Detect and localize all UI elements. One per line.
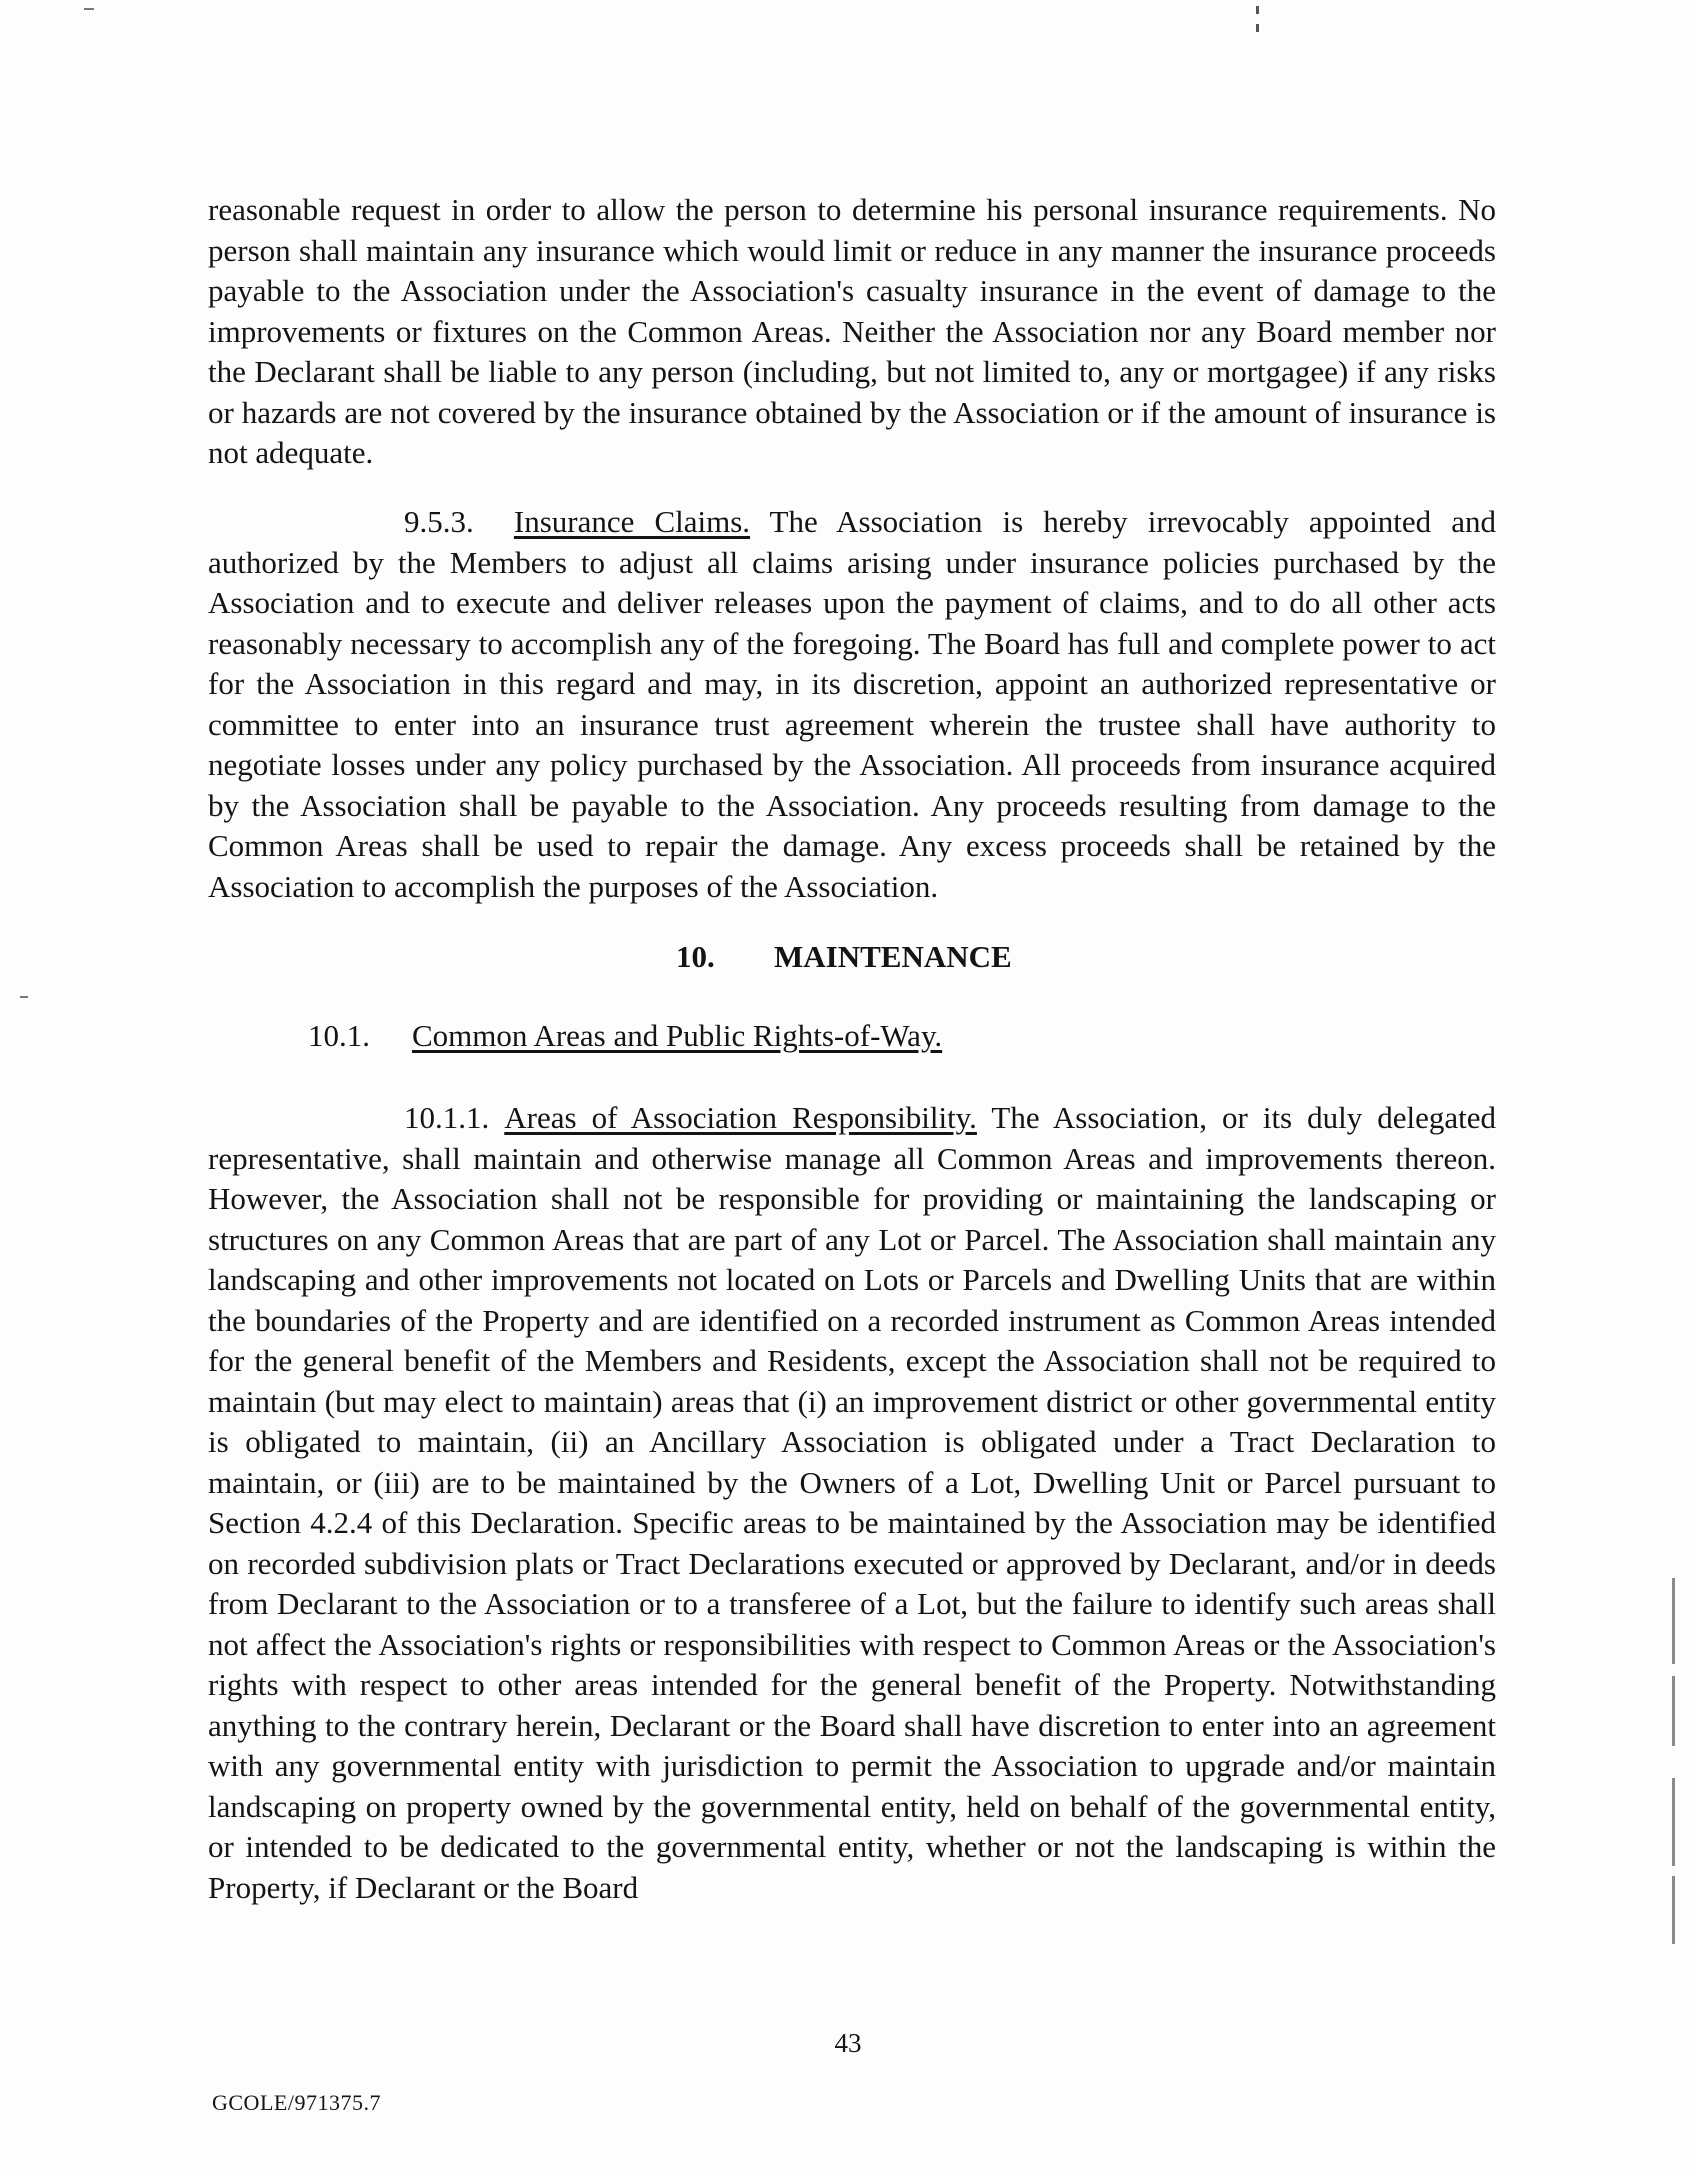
page-number: 43 bbox=[834, 2028, 862, 2058]
subsection-title: Common Areas and Public Rights-of-Way. bbox=[412, 1018, 943, 1053]
section-number: 9.5.3. bbox=[404, 504, 474, 539]
section-10-heading bbox=[676, 937, 1012, 977]
paragraph-insurance-requirements bbox=[208, 190, 1496, 474]
document-id: GCOLE/971375.7 bbox=[212, 2090, 381, 2115]
margin-scan-mark-1 bbox=[1672, 1578, 1675, 1664]
section-body: The Association is hereby irrevocably appointed and authorized by the Members to adjust all claims arising under insurance policies purchased by the Association and to execute and deliver releases upon the payment of claims, and to do all other acts reasonably necessary to accomplish any of the foregoing. The Board has full and complete power to act for the Association in this regard and may, in its discretion, appoint an authorized representative or committee to enter into an insurance trust agreement wherein the trustee shall have authority to negotiate losses under any policy purchased by the Association. All proceeds from insurance acquired by the Association shall be payable to the Association. Any proceeds resulting from damage to the Common Areas shall be used to repair the damage. Any excess proceeds shall be retained by the Association to accomplish the purposes of the Association. bbox=[208, 504, 1497, 904]
section-body: The Association, or its duly delegated representative, shall maintain and otherwise manage all Common Areas and improvements thereon. However, the Association shall not be responsible for providing or maintaining the landscaping or structures on any Common Areas that are part of any Lot or Parcel. The Association shall maintain any landscaping and other improvements not located on Lots or Parcels and Dwelling Units that are within the boundaries of the Property and are identified on a recorded instrument as Common Areas intended for the general benefit of the Members and Residents, except the Association shall not be required to maintain (but may elect to maintain) areas that (i) an improvement district or other governmental entity is obligated to maintain, (ii) an Ancillary Association is obligated under a Tract Declaration to maintain, or (iii) are to be maintained by the Owners of a Lot, Dwelling Unit or Parcel pursuant to Section 4.2.4 of this Declaration. Specific areas to be maintained by the Association may be identified on recorded subdivision plats or Tract Declarations executed or approved by Declarant, and/or in deeds from Declarant to the Association or to a transferee of a Lot, but the failure to identify such areas shall not affect the Association's rights or responsibilities with respect to Common Areas or the Association's rights with respect to other areas intended for the general benefit of the Property. Notwithstanding anything to the contrary herein, Declarant or the Board shall have discretion to enter into an agreement with any governmental entity with jurisdiction to permit the Association to upgrade and/or maintain landscaping on property owned by the governmental entity, held on behalf of the governmental entity, or intended to be dedicated to the governmental entity, whether or not the landscaping is within the Property, if Declarant or the Board bbox=[208, 1100, 1497, 1905]
scan-mark-top-right-2 bbox=[1256, 24, 1259, 32]
section-title: MAINTENANCE bbox=[774, 939, 1012, 974]
section-title: Areas of Association Responsibility. bbox=[504, 1100, 977, 1135]
paragraph-text: reasonable request in order to allow the person to determine his personal insurance requirements. No person shall maintain any insurance which would limit or reduce in any manner the insurance proceeds payable to the Association under the Association's casualty insurance in the event of damage to the improvements or fixtures on the Common Areas. Neither the Association nor any Board member nor the Declarant shall be liable to any person (including, but not limited to, any or mortgagee) if any risks or hazards are not covered by the insurance obtained by the Association or if the amount of insurance is not adequate. bbox=[208, 192, 1496, 470]
scan-mark-left bbox=[20, 996, 28, 998]
section-10-1-heading bbox=[308, 1016, 942, 1056]
margin-scan-mark-2 bbox=[1672, 1676, 1675, 1746]
scan-mark-top-right bbox=[1256, 6, 1259, 14]
section-title: Insurance Claims. bbox=[513, 504, 751, 539]
margin-scan-mark-3 bbox=[1672, 1778, 1675, 1866]
section-9-5-3 bbox=[208, 502, 1496, 907]
section-number: 10.1.1. bbox=[404, 1100, 490, 1135]
scan-mark-top-left bbox=[84, 8, 94, 10]
section-number: 10. bbox=[676, 939, 715, 974]
margin-scan-mark-4 bbox=[1672, 1876, 1675, 1944]
section-10-1-1 bbox=[208, 1098, 1496, 1908]
subsection-number: 10.1. bbox=[308, 1018, 370, 1053]
